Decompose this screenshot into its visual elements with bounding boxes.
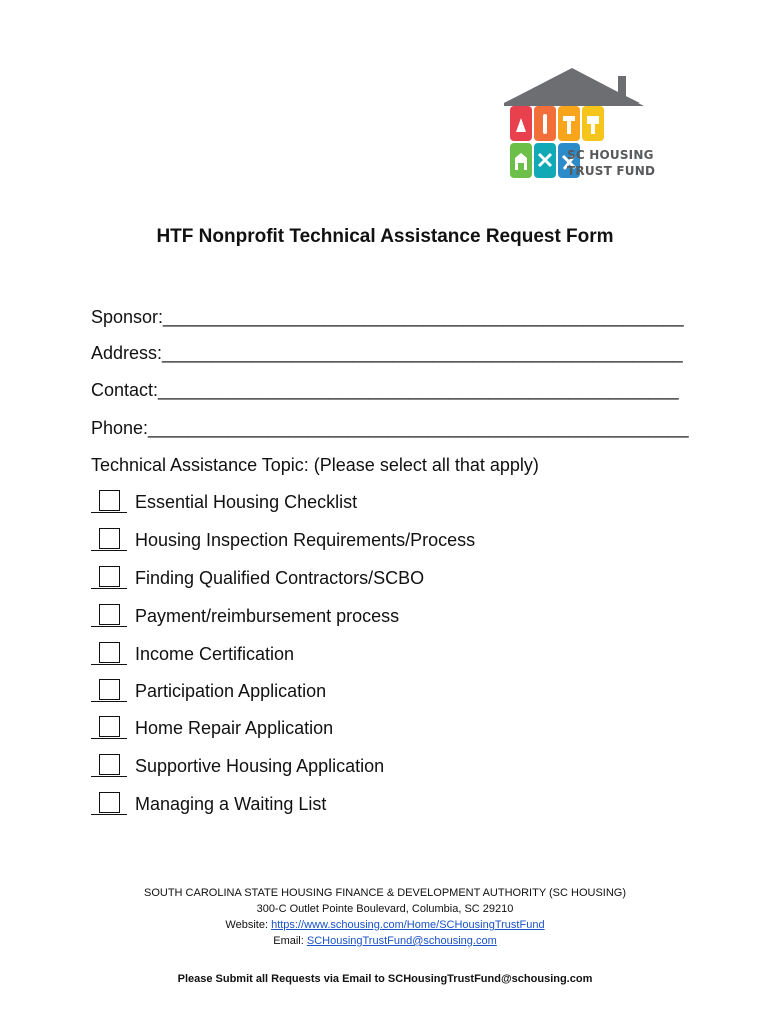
checkbox[interactable] [99,679,120,700]
option-blank [91,754,127,777]
footer-email [0,935,770,947]
option-row[interactable] [91,642,294,666]
option-row[interactable] [91,792,326,816]
checkbox[interactable] [99,642,120,663]
option-row[interactable] [91,528,475,552]
option-row[interactable] [91,754,384,778]
checkbox[interactable] [99,792,120,813]
option-label: Housing Inspection Requirements/Process [135,530,476,550]
option-row[interactable] [91,566,424,590]
option-blank [91,716,127,739]
checkbox[interactable] [99,754,120,775]
phone-field[interactable]: Phone:______________________________________________________ [91,418,689,438]
sponsor-field[interactable]: Sponsor:____________________________________________________ [91,307,684,327]
option-blank [91,566,127,589]
website-label: Website: [225,919,272,931]
address-field[interactable]: Address:____________________________________________________ [91,343,683,363]
option-blank [91,792,127,815]
logo-line-1: SC HOUSING [567,148,654,162]
option-label: Essential Housing Checklist [135,492,358,512]
checkbox[interactable] [99,604,120,625]
checkbox[interactable] [99,566,120,587]
footer-address: 300-C Outlet Pointe Boulevard, Columbia, SC 29210 [256,903,514,915]
contact-field[interactable]: Contact:____________________________________________________ [91,380,679,400]
website-link[interactable]: https://www.schousing.com/Home/SCHousingTrustFund [271,919,545,931]
option-blank [91,528,127,551]
option-label: Participation Application [135,681,327,701]
option-blank [91,490,127,513]
option-row[interactable] [91,604,399,628]
option-blank [91,642,127,665]
option-row[interactable] [91,679,326,703]
footer-org: SOUTH CAROLINA STATE HOUSING FINANCE & DEVELOPMENT AUTHORITY (SC HOUSING) [143,887,627,899]
option-label: Supportive Housing Application [135,756,385,776]
option-label: Home Repair Application [135,718,334,738]
submit-note: Please Submit all Requests via Email to SCHousingTrustFund@schousing.com [177,973,593,985]
option-row[interactable] [91,716,333,740]
email-link[interactable]: SCHousingTrustFund@schousing.com [306,935,497,947]
option-blank [91,604,127,627]
checkbox[interactable] [99,490,120,511]
topic-label: Technical Assistance Topic: (Please select all that apply) [91,455,539,475]
footer-website [0,919,770,931]
form-title: HTF Nonprofit Technical Assistance Request Form [156,226,614,247]
option-blank [91,679,127,702]
logo-line-2: TRUST FUND [567,164,656,178]
option-row[interactable] [91,490,357,514]
option-label: Income Certification [135,644,295,664]
checkbox[interactable] [99,716,120,737]
option-label: Managing a Waiting List [135,794,327,814]
checkbox[interactable] [99,528,120,549]
email-label: Email: [273,935,307,947]
logo-text [567,147,655,179]
option-label: Payment/reimbursement process [135,606,400,626]
option-label: Finding Qualified Contractors/SCBO [135,568,425,588]
